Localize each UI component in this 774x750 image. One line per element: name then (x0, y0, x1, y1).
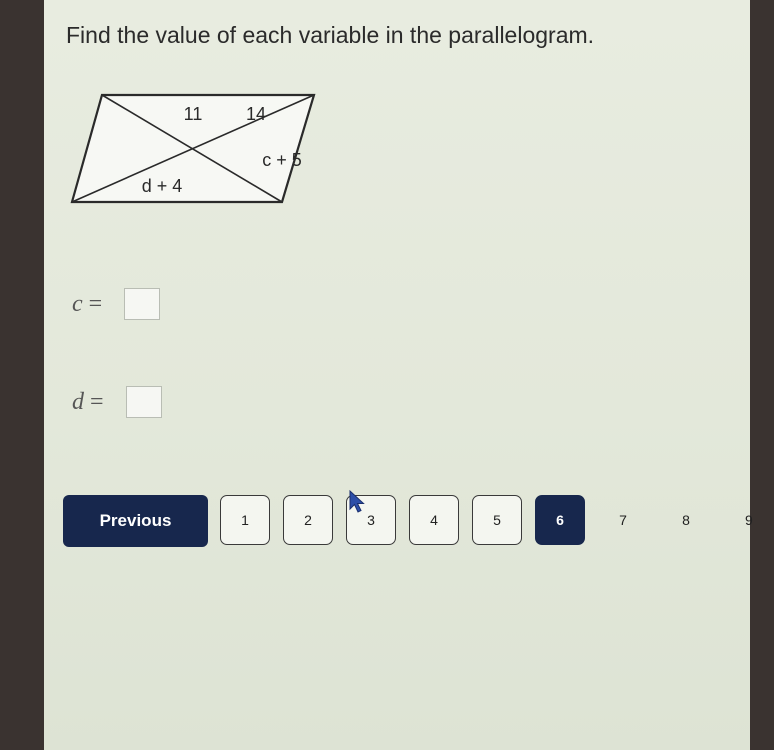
page-button-8[interactable]: 8 (682, 512, 690, 528)
mouse-pointer-icon (349, 490, 365, 514)
equals-sign: = (90, 388, 104, 415)
c-answer-input[interactable] (124, 288, 160, 320)
label-top-left: 11 (183, 104, 203, 124)
label-left-lower: d + 4 (141, 176, 183, 196)
page-button-9[interactable]: 9 (745, 512, 753, 528)
page-button-7[interactable]: 7 (619, 512, 627, 528)
variable-c-label: c (72, 290, 83, 317)
question-text: Find the value of each variable in the parallelogram. (66, 22, 595, 48)
label-right-lower: c + 5 (262, 150, 302, 170)
page-button-3[interactable]: 3 (346, 495, 396, 545)
equation-d (72, 386, 162, 418)
page-button-4[interactable]: 4 (409, 495, 459, 545)
parallelogram-figure (70, 88, 320, 208)
page-button-5[interactable]: 5 (472, 495, 522, 545)
page-button-2[interactable]: 2 (283, 495, 333, 545)
page-button-1[interactable]: 1 (220, 495, 270, 545)
question-screen (44, 0, 753, 750)
variable-d-label: d (72, 388, 84, 415)
equation-c (72, 288, 160, 320)
previous-button[interactable]: Previous (63, 495, 208, 547)
label-top-right: 14 (245, 104, 267, 124)
d-answer-input[interactable] (126, 386, 162, 418)
page-button-6[interactable]: 6 (535, 495, 585, 545)
equals-sign: = (88, 290, 103, 317)
